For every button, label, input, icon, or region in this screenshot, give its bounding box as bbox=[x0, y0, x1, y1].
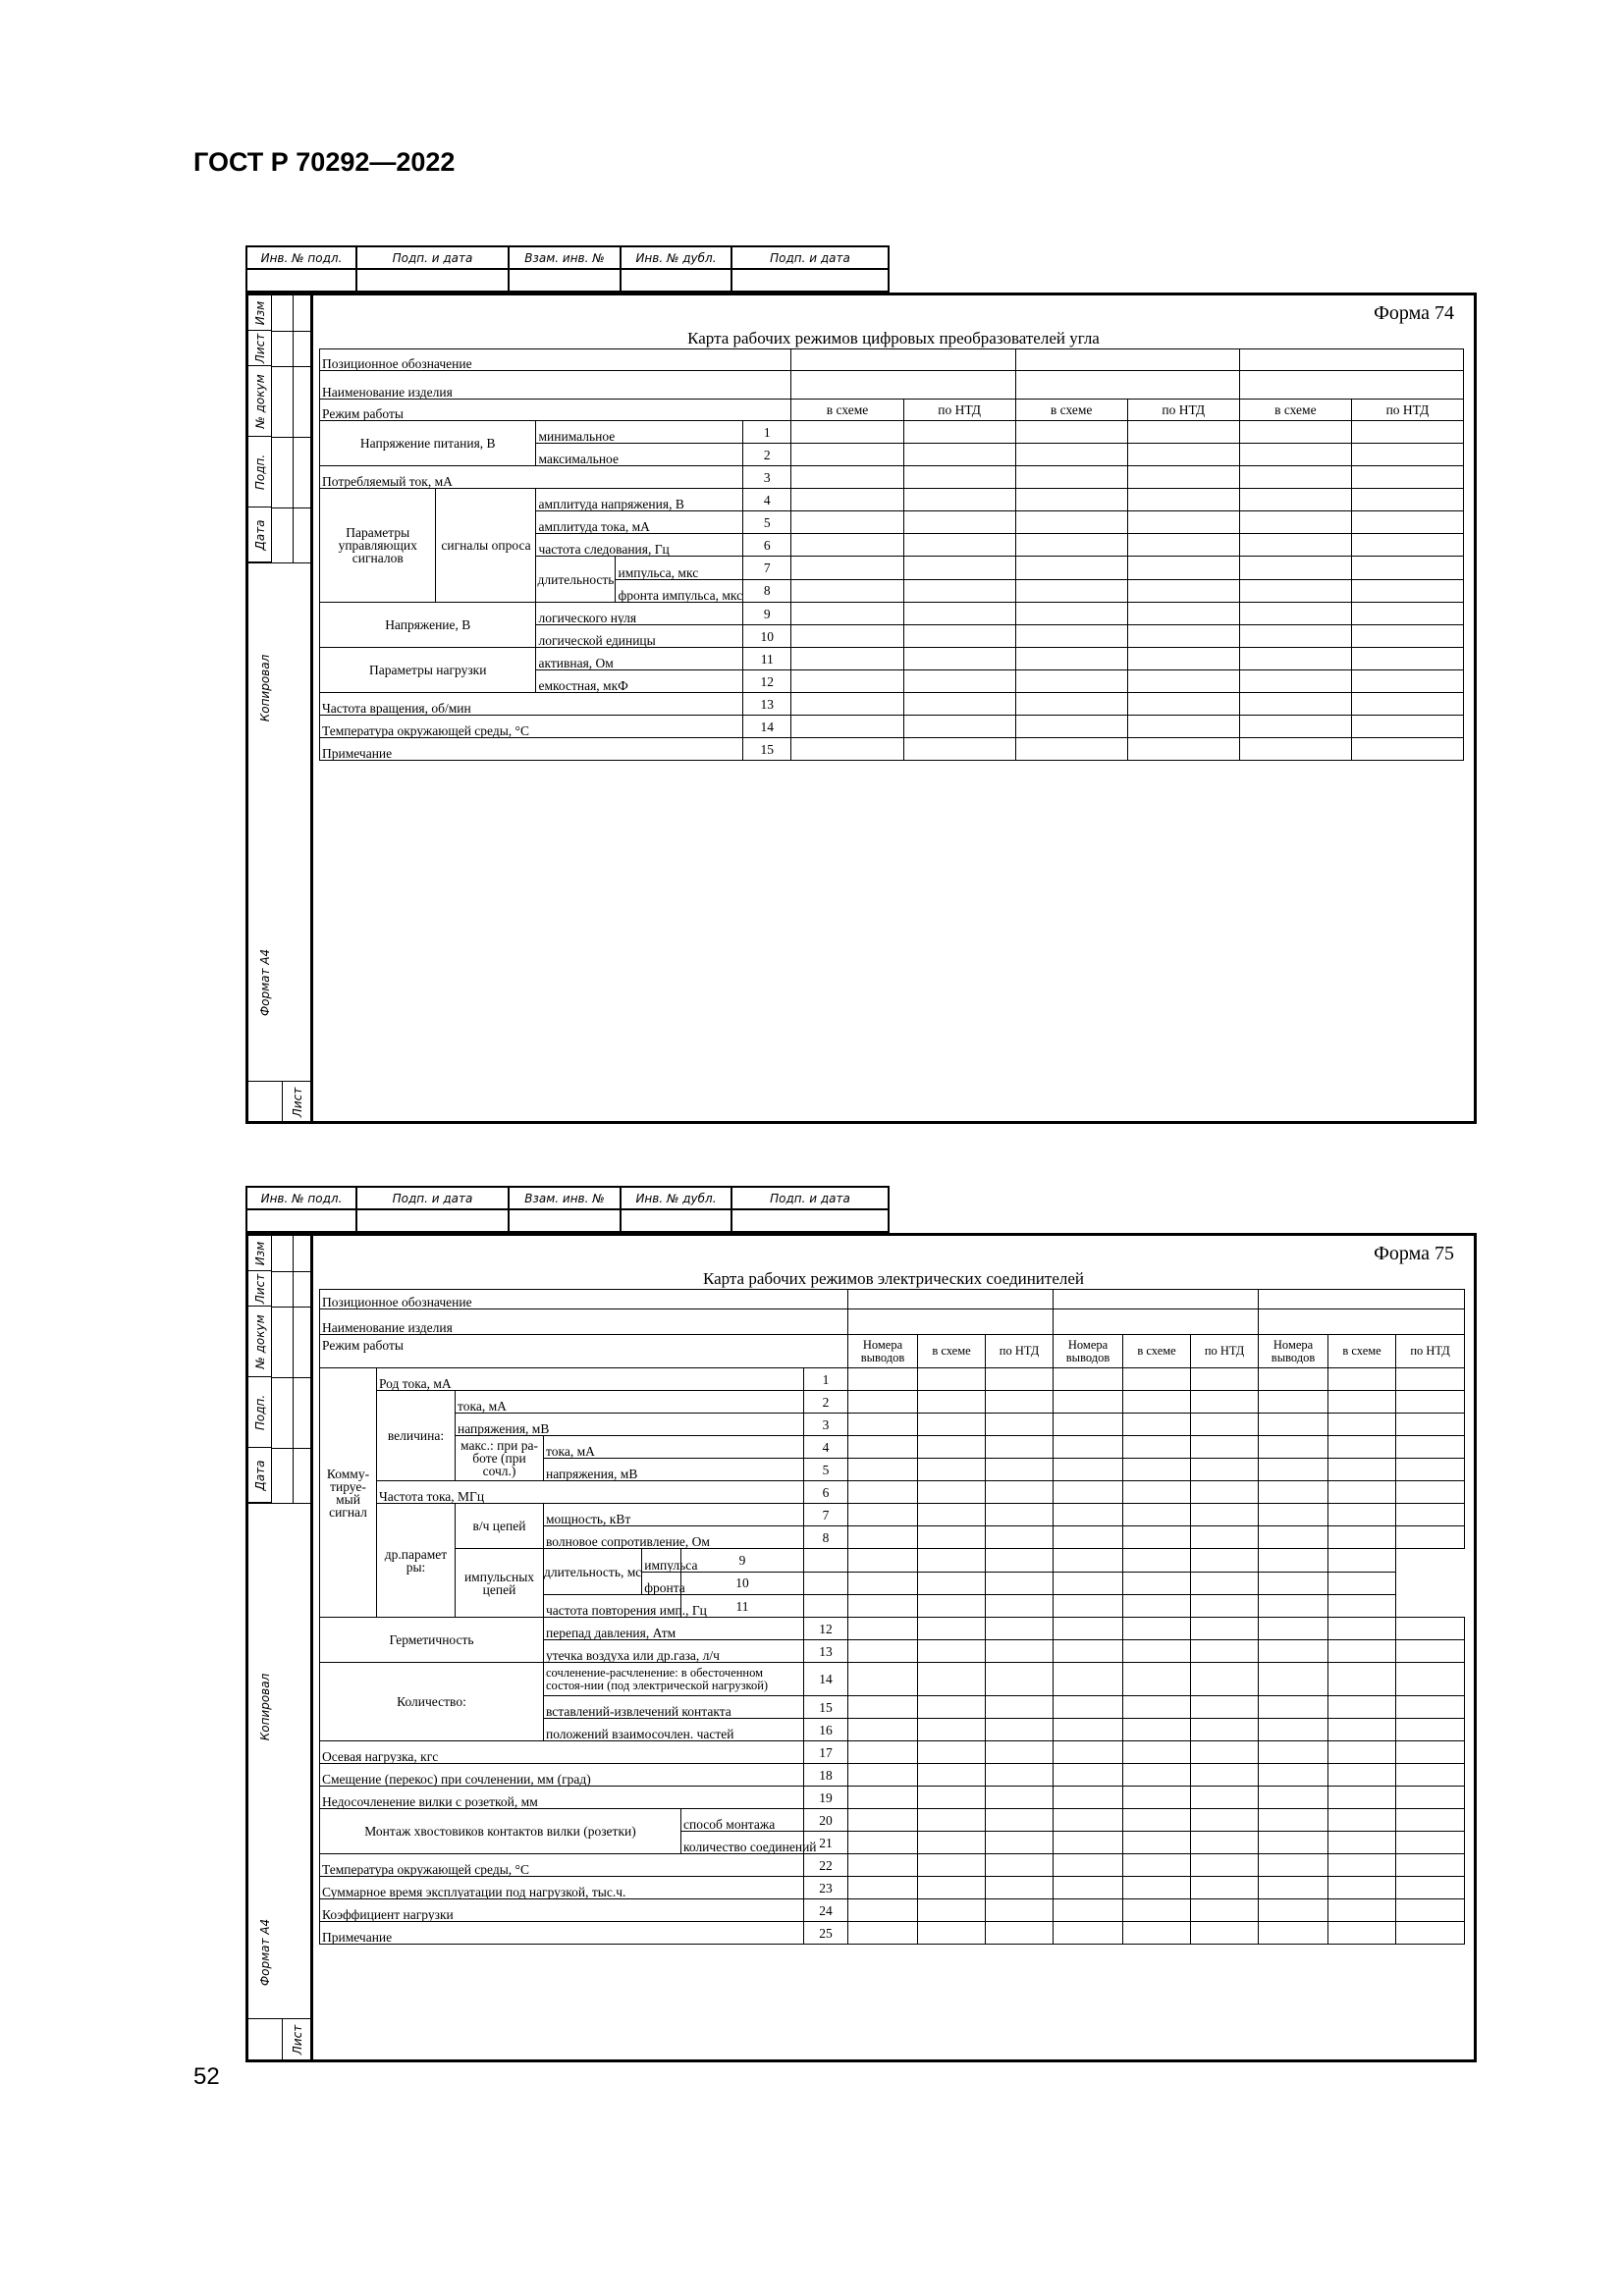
row-number: 1 bbox=[743, 421, 791, 444]
row-number: 10 bbox=[743, 625, 791, 648]
column-header: в схеме bbox=[1123, 1335, 1191, 1368]
form-75-table bbox=[319, 1289, 1465, 1945]
page-number: 52 bbox=[193, 2063, 220, 2090]
row-number: 9 bbox=[681, 1549, 804, 1573]
row-label: минимальное bbox=[536, 421, 743, 444]
row-label: Монтаж хвостовиков контактов вилки (розетки) bbox=[320, 1809, 681, 1854]
row-label: тока, мА bbox=[544, 1436, 804, 1459]
row-label: Частота тока, МГц bbox=[377, 1481, 804, 1504]
column-header: в схеме bbox=[1239, 400, 1351, 421]
row-label: Примечание bbox=[320, 738, 743, 761]
drawing-frame bbox=[245, 1233, 1477, 2062]
stamp-label: Подп. и дата bbox=[731, 246, 889, 269]
row-label: Суммарное время эксплуатации под нагрузкой, тыс.ч. bbox=[320, 1877, 804, 1899]
stamp-label: Подп. и дата bbox=[356, 246, 509, 269]
row-number: 8 bbox=[743, 579, 791, 603]
row-label: Температура окружающей среды, °С bbox=[320, 1854, 804, 1877]
row-label: Потребляемый ток, мА bbox=[320, 466, 743, 489]
row-label: импульса bbox=[642, 1549, 697, 1573]
row-label: величина: bbox=[377, 1391, 456, 1481]
row-label: тока, мА bbox=[456, 1391, 804, 1414]
row-number: 1 bbox=[804, 1368, 848, 1391]
row-label: емкостная, мкФ bbox=[536, 670, 743, 693]
column-header: по НТД bbox=[1351, 400, 1463, 421]
row-label: Режим работы bbox=[320, 400, 791, 421]
row-label: Напряжение, В bbox=[320, 603, 536, 648]
form-74-table bbox=[319, 348, 1464, 761]
side-label: Подп. bbox=[248, 1377, 272, 1448]
row-label: максимальное bbox=[536, 444, 743, 466]
side-label: Формат А4 bbox=[258, 948, 272, 1017]
column-header: по НТД bbox=[1191, 1335, 1259, 1368]
stamp-label: Подп. и дата bbox=[356, 1187, 509, 1209]
row-label: мощность, кВт bbox=[544, 1504, 804, 1526]
row-number: 4 bbox=[743, 489, 791, 511]
row-label: Напряжение питания, В bbox=[320, 421, 536, 466]
row-number: 6 bbox=[804, 1481, 848, 1504]
row-number: 21 bbox=[804, 1832, 848, 1854]
row-number: 2 bbox=[804, 1391, 848, 1414]
row-label: логического нуля bbox=[536, 603, 743, 625]
row-number: 20 bbox=[804, 1809, 848, 1832]
row-number: 9 bbox=[743, 603, 791, 625]
row-label: частота повторения имп., Гц bbox=[544, 1595, 681, 1618]
row-label: длительность, мс bbox=[544, 1549, 642, 1594]
row-number: 22 bbox=[804, 1854, 848, 1877]
side-label: Дата bbox=[248, 1448, 272, 1503]
row-label: Комму-тируе-мый сигнал bbox=[320, 1368, 377, 1618]
row-number: 13 bbox=[743, 693, 791, 716]
row-label: количество соединений bbox=[681, 1832, 804, 1854]
row-label: в/ч цепей bbox=[456, 1504, 544, 1549]
stamp-label: Взам. инв. № bbox=[509, 246, 621, 269]
drawing-frame bbox=[245, 293, 1477, 1124]
side-label: Копировал bbox=[258, 1673, 272, 1741]
row-label: Недосочленение вилки с розеткой, мм bbox=[320, 1787, 804, 1809]
row-number: 13 bbox=[804, 1640, 848, 1663]
row-label: способ монтажа bbox=[681, 1809, 804, 1832]
side-label: Формат А4 bbox=[258, 1918, 272, 1987]
row-label: Режим работы bbox=[320, 1335, 848, 1368]
row-number: 4 bbox=[804, 1436, 848, 1459]
row-label: напряжения, мВ bbox=[456, 1414, 804, 1436]
stamp-block bbox=[245, 245, 890, 293]
row-number: 17 bbox=[804, 1741, 848, 1764]
row-number: 5 bbox=[804, 1459, 848, 1481]
column-header: Номера выводов bbox=[848, 1335, 918, 1368]
row-number: 6 bbox=[743, 534, 791, 557]
row-number: 23 bbox=[804, 1877, 848, 1899]
column-header: по НТД bbox=[1396, 1335, 1465, 1368]
side-label: № докум bbox=[248, 366, 272, 437]
row-number: 12 bbox=[743, 670, 791, 693]
column-header: в схеме bbox=[1328, 1335, 1396, 1368]
row-label: Осевая нагрузка, кгс bbox=[320, 1741, 804, 1764]
row-number: 18 bbox=[804, 1764, 848, 1787]
row-label: импульса, мкс bbox=[616, 557, 742, 580]
row-label: волновое сопротивление, Ом bbox=[544, 1526, 804, 1549]
side-label: Подп. bbox=[248, 437, 272, 507]
side-label: Изм bbox=[248, 295, 272, 331]
row-number: 5 bbox=[743, 511, 791, 534]
side-label: Лист bbox=[248, 1271, 272, 1307]
column-header: Номера выводов bbox=[1259, 1335, 1328, 1368]
row-label: длительность bbox=[536, 557, 616, 602]
row-label: логической единицы bbox=[536, 625, 743, 648]
row-number: 16 bbox=[804, 1719, 848, 1741]
stamp-label: Инв. № подл. bbox=[246, 246, 356, 269]
column-header: в схеме bbox=[918, 1335, 986, 1368]
row-label: вставлений-извлечений контакта bbox=[544, 1696, 804, 1719]
form-74-sheet bbox=[245, 245, 1477, 1124]
row-label: импульсных цепей bbox=[456, 1549, 544, 1618]
row-label: амплитуда тока, мА bbox=[536, 511, 743, 534]
column-header: по НТД bbox=[903, 400, 1015, 421]
row-label: перепад давления, Атм bbox=[544, 1618, 804, 1640]
row-number: 15 bbox=[804, 1696, 848, 1719]
row-label: напряжения, мВ bbox=[544, 1459, 804, 1481]
row-number: 10 bbox=[681, 1572, 804, 1595]
column-header: по НТД bbox=[986, 1335, 1054, 1368]
form-number: Форма 75 bbox=[1374, 1243, 1454, 1264]
row-number: 3 bbox=[804, 1414, 848, 1436]
row-label: частота следования, Гц bbox=[536, 534, 743, 557]
row-number: 11 bbox=[743, 648, 791, 670]
row-number: 15 bbox=[743, 738, 791, 761]
stamp-label: Инв. № подл. bbox=[246, 1187, 356, 1209]
side-label: № докум bbox=[248, 1307, 272, 1377]
row-label: утечка воздуха или др.газа, л/ч bbox=[544, 1640, 804, 1663]
row-label: Частота вращения, об/мин bbox=[320, 693, 743, 716]
row-label: Герметичность bbox=[320, 1618, 544, 1663]
column-header: в схеме bbox=[1015, 400, 1127, 421]
row-label: амплитуда напряжения, В bbox=[536, 489, 743, 511]
side-label: Изм bbox=[248, 1236, 272, 1271]
row-label: Температура окружающей среды, °С bbox=[320, 716, 743, 738]
row-label: Параметры управляющих сигналов bbox=[320, 489, 436, 603]
row-number: 24 bbox=[804, 1899, 848, 1922]
row-label: фронта импульса, мкс bbox=[618, 588, 743, 603]
left-strip bbox=[248, 1236, 313, 2059]
form-number: Форма 74 bbox=[1374, 302, 1454, 324]
row-label: фронта bbox=[644, 1580, 685, 1595]
row-number: 11 bbox=[681, 1595, 804, 1618]
row-label: Род тока, мА bbox=[377, 1368, 804, 1391]
row-number: 3 bbox=[743, 466, 791, 489]
row-label: Коэффициент нагрузки bbox=[320, 1899, 804, 1922]
side-label: Лист bbox=[248, 331, 272, 366]
side-label: Дата bbox=[248, 507, 272, 562]
row-number: 12 bbox=[804, 1618, 848, 1640]
row-label: Параметры нагрузки bbox=[320, 648, 536, 693]
row-number: 25 bbox=[804, 1922, 848, 1945]
row-number: 8 bbox=[804, 1526, 848, 1549]
row-label: Наименование изделия bbox=[320, 1309, 848, 1335]
form-75-sheet bbox=[245, 1186, 1477, 2062]
side-label: Лист bbox=[291, 2024, 304, 2056]
row-number: 7 bbox=[743, 557, 791, 580]
column-header: по НТД bbox=[1127, 400, 1239, 421]
row-label: сочленение-расчленение: в обесточенном состоя-нии (под электрической нагрузкой) bbox=[544, 1663, 804, 1696]
side-label: Копировал bbox=[258, 654, 272, 722]
row-label: Примечание bbox=[320, 1922, 804, 1945]
row-label: Смещение (перекос) при сочленении, мм (град) bbox=[320, 1764, 804, 1787]
row-label: сигналы опроса bbox=[436, 489, 536, 603]
row-label: Наименование изделия bbox=[320, 371, 791, 400]
row-label: Количество: bbox=[320, 1663, 544, 1741]
row-label: др.парамет ры: bbox=[377, 1504, 456, 1618]
row-label: макс.: при ра-боте (при сочл.) bbox=[456, 1436, 544, 1481]
column-header: Номера выводов bbox=[1054, 1335, 1123, 1368]
form-title: Карта рабочих режимов цифровых преобразователей угла bbox=[687, 329, 1100, 347]
row-number: 7 bbox=[804, 1504, 848, 1526]
stamp-label: Инв. № дубл. bbox=[621, 1187, 731, 1209]
side-label: Лист bbox=[291, 1087, 304, 1118]
stamp-label: Взам. инв. № bbox=[509, 1187, 621, 1209]
row-label: Позиционное обозначение bbox=[320, 349, 791, 371]
row-number: 14 bbox=[743, 716, 791, 738]
row-label: положений взаимосочлен. частей bbox=[544, 1719, 804, 1741]
row-label: Позиционное обозначение bbox=[320, 1290, 848, 1309]
stamp-label: Инв. № дубл. bbox=[621, 246, 731, 269]
stamp-block bbox=[245, 1186, 890, 1233]
row-label: активная, Ом bbox=[536, 648, 743, 670]
left-strip bbox=[248, 295, 313, 1121]
row-number: 19 bbox=[804, 1787, 848, 1809]
form-title: Карта рабочих режимов электрических соединителей bbox=[702, 1269, 1085, 1288]
document-header: ГОСТ Р 70292—2022 bbox=[193, 147, 456, 177]
stamp-label: Подп. и дата bbox=[731, 1187, 889, 1209]
column-header: в схеме bbox=[791, 400, 903, 421]
row-number: 2 bbox=[743, 444, 791, 466]
row-number: 14 bbox=[804, 1663, 848, 1696]
